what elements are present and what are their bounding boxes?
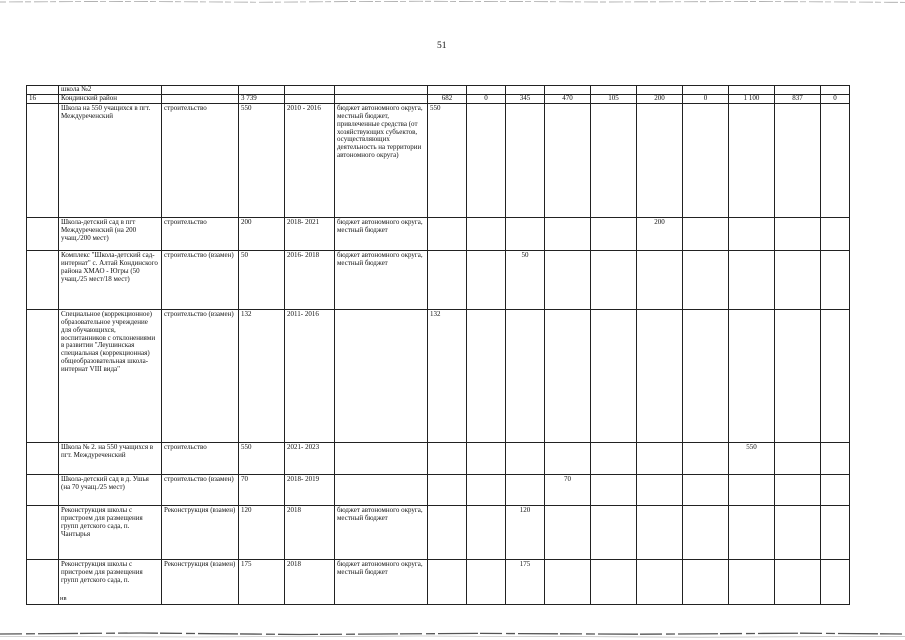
cell-funding-source xyxy=(335,309,428,442)
table-row xyxy=(27,217,850,250)
district-number: 16 xyxy=(27,94,59,103)
cell-value xyxy=(428,559,467,604)
cell-value xyxy=(729,103,775,217)
cell-value xyxy=(821,559,850,604)
cell-value xyxy=(821,250,850,309)
scan-edge-top xyxy=(0,0,905,4)
cell-value xyxy=(821,309,850,442)
cell-value xyxy=(729,309,775,442)
cell-value xyxy=(467,559,506,604)
cell-period: 2016- 2018 xyxy=(285,250,335,309)
cell-number xyxy=(27,559,59,604)
cell-value xyxy=(545,442,591,474)
district-value: 470 xyxy=(545,94,591,103)
district-value: 0 xyxy=(467,94,506,103)
district-value: 682 xyxy=(428,94,467,103)
cell-value xyxy=(729,505,775,559)
cell-value xyxy=(729,559,775,604)
cell-value xyxy=(775,442,821,474)
cell-value: 175 xyxy=(506,559,545,604)
cell-value xyxy=(467,442,506,474)
district-value: 0 xyxy=(821,94,850,103)
district-value: 200 xyxy=(637,94,683,103)
cell-value xyxy=(467,309,506,442)
table-row xyxy=(27,103,850,217)
cell-value xyxy=(775,474,821,505)
cell-value xyxy=(467,250,506,309)
cell-number xyxy=(27,86,59,95)
district-value: 1 100 xyxy=(729,94,775,103)
cell-value xyxy=(506,217,545,250)
table-row xyxy=(27,442,850,474)
cell-value: 50 xyxy=(506,250,545,309)
cell-value xyxy=(683,505,729,559)
cell-value xyxy=(821,505,850,559)
cell-funding-source xyxy=(335,442,428,474)
cell-value xyxy=(637,559,683,604)
cell-value: 132 xyxy=(428,309,467,442)
cell-funding-source: бюджет автономного округа, местный бюджет xyxy=(335,217,428,250)
cell-value xyxy=(637,505,683,559)
cell-work-type: строительство (взамен) xyxy=(162,474,239,505)
cell-value xyxy=(506,442,545,474)
cell-period: 2018- 2019 xyxy=(285,474,335,505)
construction-program-table xyxy=(26,85,850,605)
cell-value xyxy=(729,217,775,250)
cell-work-type: строительство xyxy=(162,103,239,217)
table-row xyxy=(27,474,850,505)
cell-value xyxy=(683,217,729,250)
cell-value xyxy=(545,505,591,559)
cell-value xyxy=(591,103,637,217)
cell-value xyxy=(545,103,591,217)
cell-value xyxy=(775,505,821,559)
cell-value xyxy=(591,309,637,442)
cell-name: школа №2 xyxy=(59,86,162,95)
district-value: 0 xyxy=(683,94,729,103)
cell-work-type: Реконструкция (взамен) xyxy=(162,559,239,604)
cell-value xyxy=(467,103,506,217)
cell-number xyxy=(27,217,59,250)
cell-value xyxy=(637,103,683,217)
table-row xyxy=(27,505,850,559)
cell-object-name: Школа на 550 учащихся в пгт. Междуреченский xyxy=(59,103,162,217)
cell-work-type: строительство (взамен) xyxy=(162,250,239,309)
cell-work-type: Реконструкция (взамен) xyxy=(162,505,239,559)
cell-value xyxy=(683,474,729,505)
cell-funding-source: бюджет автономного округа, местный бюджет xyxy=(335,505,428,559)
cell-value xyxy=(428,505,467,559)
table-row xyxy=(27,250,850,309)
cell-value xyxy=(729,474,775,505)
cell-value xyxy=(729,250,775,309)
cell-capacity: 70 xyxy=(239,474,285,505)
cell-object-name: Школа-детский сад в пгт Междуреченский (на 200 учащ./200 мест) xyxy=(59,217,162,250)
cell-value: 70 xyxy=(545,474,591,505)
cell-value xyxy=(637,250,683,309)
cell-period: 2018- 2021 xyxy=(285,217,335,250)
cell-value: 120 xyxy=(506,505,545,559)
cell-value xyxy=(467,474,506,505)
cell-period: 2010 - 2016 xyxy=(285,103,335,217)
cell-value xyxy=(821,442,850,474)
district-row xyxy=(27,94,850,103)
cell-object-name: Комплекс "Школа-детский сад-интернат" с. Алтай Кондинского района ХМАО - Югры (50 учащ./25 мест/18 мест) xyxy=(59,250,162,309)
cell-value xyxy=(506,474,545,505)
cell-value xyxy=(467,505,506,559)
cell-value xyxy=(637,474,683,505)
cell-funding-source xyxy=(335,474,428,505)
cell-object-name: Реконструкция школы с пристроем для размещения групп детского сада, п. Чантырья xyxy=(59,505,162,559)
cell-value xyxy=(506,103,545,217)
cell-work-type: строительство xyxy=(162,442,239,474)
cell-value xyxy=(428,442,467,474)
cell-number xyxy=(27,103,59,217)
cell-object-name: Специальное (коррекционное) образовательное учреждение для обучающихся, воспитанников с отклонениями в развитии "Леушинская специальная (коррекционная) общеобразовательная школа-интернат VIII вида" xyxy=(59,309,162,442)
table-body xyxy=(27,86,850,605)
cell-value xyxy=(545,559,591,604)
cell-value xyxy=(775,250,821,309)
cell-value xyxy=(775,559,821,604)
scan-edge-bottom xyxy=(0,626,905,640)
cell-value xyxy=(775,309,821,442)
cell-period: 2018 xyxy=(285,559,335,604)
table-row xyxy=(27,309,850,442)
cell-capacity: 132 xyxy=(239,309,285,442)
cell-value xyxy=(545,217,591,250)
cell-work-type: строительство (взамен) xyxy=(162,309,239,442)
cell-funding-source: бюджет автономного округа, местный бюджет, привлеченные средства (от хозяйствующих субъектов, осуществляющих деятельность на территории автономного округа) xyxy=(335,103,428,217)
cell-capacity: 550 xyxy=(239,103,285,217)
table-row xyxy=(27,559,850,604)
cell-value xyxy=(591,250,637,309)
page-number: 51 xyxy=(437,41,447,51)
cell-value xyxy=(821,474,850,505)
cell-capacity: 550 xyxy=(239,442,285,474)
cell-value xyxy=(591,442,637,474)
cell-value xyxy=(428,474,467,505)
cell-capacity: 50 xyxy=(239,250,285,309)
cell-value xyxy=(775,217,821,250)
cell-period: 2011- 2016 xyxy=(285,309,335,442)
cell-capacity: 200 xyxy=(239,217,285,250)
district-value: 105 xyxy=(591,94,637,103)
cell-object-name: Школа № 2. на 550 учащихся в пгт. Междуреченский xyxy=(59,442,162,474)
cell-value xyxy=(467,217,506,250)
cell-value xyxy=(637,309,683,442)
cell-value: 550 xyxy=(729,442,775,474)
cell-period: 2018 xyxy=(285,505,335,559)
cell-value xyxy=(591,474,637,505)
cell-value xyxy=(637,442,683,474)
cell-value xyxy=(821,217,850,250)
cell-value xyxy=(683,442,729,474)
cell-value xyxy=(683,103,729,217)
cell-number xyxy=(27,505,59,559)
cell-value xyxy=(545,250,591,309)
cell-value xyxy=(775,103,821,217)
district-value: 345 xyxy=(506,94,545,103)
cell-object-name: Школа-детский сад в д. Ушья (на 70 учащ./25 мест) xyxy=(59,474,162,505)
district-value: 837 xyxy=(775,94,821,103)
cell-number xyxy=(27,309,59,442)
cell-work-type: строительство xyxy=(162,217,239,250)
cell-number xyxy=(27,250,59,309)
district-capacity: 3 739 xyxy=(239,94,285,103)
cell-value xyxy=(428,250,467,309)
cell-value: 550 xyxy=(428,103,467,217)
cell-value xyxy=(428,217,467,250)
district-name: Кондинский район xyxy=(59,94,162,103)
cell-value xyxy=(683,309,729,442)
cell-object-name: Реконструкция школы с пристроем для размещения групп детского сада, п. xyxy=(59,559,162,604)
cell-value xyxy=(591,559,637,604)
cell-funding-source: бюджет автономного округа, местный бюджет xyxy=(335,559,428,604)
cell-number xyxy=(27,442,59,474)
cell-value xyxy=(545,309,591,442)
cell-value xyxy=(683,559,729,604)
cell-value xyxy=(821,103,850,217)
cell-capacity: 175 xyxy=(239,559,285,604)
carry-over-row xyxy=(27,86,850,95)
cell-value: 200 xyxy=(637,217,683,250)
cell-capacity: 120 xyxy=(239,505,285,559)
cell-funding-source: бюджет автономного округа, местный бюджет xyxy=(335,250,428,309)
cell-number xyxy=(27,474,59,505)
cell-value xyxy=(506,309,545,442)
cell-value xyxy=(591,217,637,250)
cell-period: 2021- 2023 xyxy=(285,442,335,474)
footer-note: нв xyxy=(60,595,67,602)
cell-value xyxy=(591,505,637,559)
cell-value xyxy=(683,250,729,309)
